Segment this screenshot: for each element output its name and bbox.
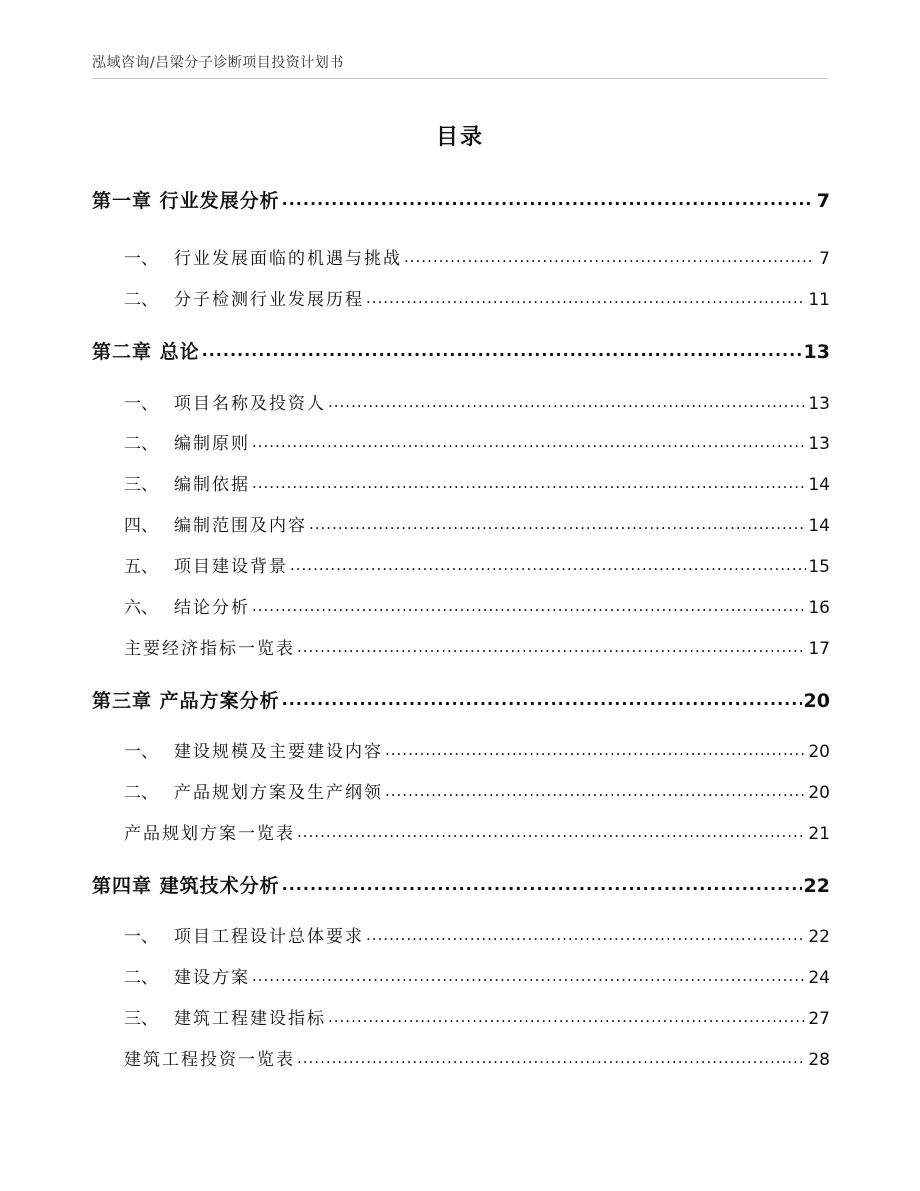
toc-section-entry[interactable] — [92, 593, 830, 618]
toc-section-entry[interactable] — [92, 1004, 830, 1029]
toc-page-number: 20 — [803, 690, 830, 712]
toc-dot-leader — [328, 392, 806, 409]
toc-entry-number: 五、 — [124, 557, 158, 577]
toc-page-number: 13 — [808, 434, 830, 454]
toc-dot-leader — [309, 514, 806, 531]
toc-entry-number: 三、 — [124, 475, 158, 495]
toc-entry-label: 主要经济指标一览表 — [124, 639, 295, 659]
toc-entry-number: 二、 — [124, 434, 158, 454]
toc-dot-leader — [385, 740, 806, 757]
toc-page-number: 28 — [808, 1050, 830, 1070]
toc-dot-leader — [297, 637, 806, 654]
toc-entry-label: 建筑工程建设指标 — [174, 1009, 326, 1029]
toc-section-entry[interactable] — [92, 429, 830, 454]
toc-entry-label: 分子检测行业发展历程 — [174, 290, 364, 310]
toc-entry-label: 结论分析 — [174, 598, 250, 618]
toc-section-entry[interactable] — [92, 1045, 830, 1070]
toc-entry-label: 第二章 总论 — [92, 341, 200, 363]
toc-page-number: 7 — [819, 249, 830, 269]
toc-page-number: 20 — [808, 742, 830, 762]
toc-entry-label: 项目名称及投资人 — [174, 394, 326, 414]
toc-section-entry[interactable] — [92, 634, 830, 659]
header-divider — [92, 78, 828, 79]
toc-dot-leader — [328, 1007, 806, 1024]
toc-page-number: 13 — [803, 341, 830, 363]
toc-entry-label: 产品规划方案一览表 — [124, 824, 295, 844]
toc-section-entry[interactable] — [92, 922, 830, 947]
toc-page-number: 27 — [808, 1009, 830, 1029]
toc-entry-number: 二、 — [124, 783, 158, 803]
toc-entry-label: 项目建设背景 — [174, 557, 288, 577]
toc-dot-leader — [290, 555, 806, 572]
toc-entry-label: 第一章 行业发展分析 — [92, 190, 280, 212]
toc-section-entry[interactable] — [92, 389, 830, 414]
toc-entry-number: 一、 — [124, 742, 158, 762]
toc-page-number: 24 — [808, 968, 830, 988]
toc-dot-leader — [252, 966, 806, 983]
toc-entry-label: 项目工程设计总体要求 — [174, 927, 364, 947]
toc-dot-leader — [297, 822, 806, 839]
toc-chapter-entry[interactable] — [92, 337, 830, 364]
toc-section-entry[interactable] — [92, 963, 830, 988]
toc-dot-leader — [366, 288, 806, 305]
toc-page-number: 22 — [808, 927, 830, 947]
toc-dot-leader — [282, 688, 802, 707]
toc-entry-label: 产品规划方案及生产纲领 — [174, 783, 383, 803]
running-header: 泓域咨询/吕梁分子诊断项目投资计划书 — [92, 55, 344, 71]
toc-dot-leader — [404, 247, 814, 264]
toc-dot-leader — [297, 1048, 806, 1065]
toc-page-number: 7 — [816, 190, 830, 212]
toc-dot-leader — [252, 432, 806, 449]
toc-chapter-entry[interactable] — [92, 686, 830, 713]
toc-page-number: 14 — [808, 475, 830, 495]
toc-chapter-entry[interactable] — [92, 186, 830, 213]
toc-section-entry[interactable] — [92, 819, 830, 844]
toc-section-entry[interactable] — [92, 285, 830, 310]
toc-entry-label: 编制范围及内容 — [174, 516, 307, 536]
toc-entry-number: 一、 — [124, 927, 158, 947]
toc-entry-number: 一、 — [124, 394, 158, 414]
toc-chapter-entry[interactable] — [92, 871, 830, 898]
toc-page-number: 14 — [808, 516, 830, 536]
toc-section-entry[interactable] — [92, 737, 830, 762]
toc-page-number: 20 — [808, 783, 830, 803]
toc-dot-leader — [252, 473, 806, 490]
toc-page-number: 17 — [808, 639, 830, 659]
toc-page-number: 11 — [808, 290, 830, 310]
toc-dot-leader — [202, 339, 802, 358]
toc-page-number: 21 — [808, 824, 830, 844]
toc-dot-leader — [282, 188, 814, 207]
toc-entry-number: 三、 — [124, 1009, 158, 1029]
toc-entry-number: 一、 — [124, 249, 158, 269]
toc-section-entry[interactable] — [92, 511, 830, 536]
toc-page-number: 15 — [808, 557, 830, 577]
toc-entry-label: 建设规模及主要建设内容 — [174, 742, 383, 762]
toc-entry-label: 行业发展面临的机遇与挑战 — [174, 249, 402, 269]
toc-page-number: 13 — [808, 394, 830, 414]
toc-entry-number: 二、 — [124, 290, 158, 310]
toc-entry-label: 第三章 产品方案分析 — [92, 690, 280, 712]
toc-section-entry[interactable] — [92, 244, 830, 269]
toc-section-entry[interactable] — [92, 552, 830, 577]
toc-section-entry[interactable] — [92, 470, 830, 495]
toc-entry-number: 二、 — [124, 968, 158, 988]
toc-entry-number: 四、 — [124, 516, 158, 536]
toc-dot-leader — [385, 781, 806, 798]
toc-title: 目录 — [435, 125, 484, 150]
toc-dot-leader — [366, 925, 806, 942]
toc-dot-leader — [252, 596, 806, 613]
toc-section-entry[interactable] — [92, 778, 830, 803]
toc-entry-label: 建筑工程投资一览表 — [124, 1050, 295, 1070]
toc-entry-label: 建设方案 — [174, 968, 250, 988]
toc-page-number: 16 — [808, 598, 830, 618]
toc-page-number: 22 — [803, 875, 830, 897]
toc-entry-number: 六、 — [124, 598, 158, 618]
toc-entry-label: 第四章 建筑技术分析 — [92, 875, 280, 897]
toc-dot-leader — [282, 873, 802, 892]
toc-entry-label: 编制原则 — [174, 434, 250, 454]
toc-entry-label: 编制依据 — [174, 475, 250, 495]
